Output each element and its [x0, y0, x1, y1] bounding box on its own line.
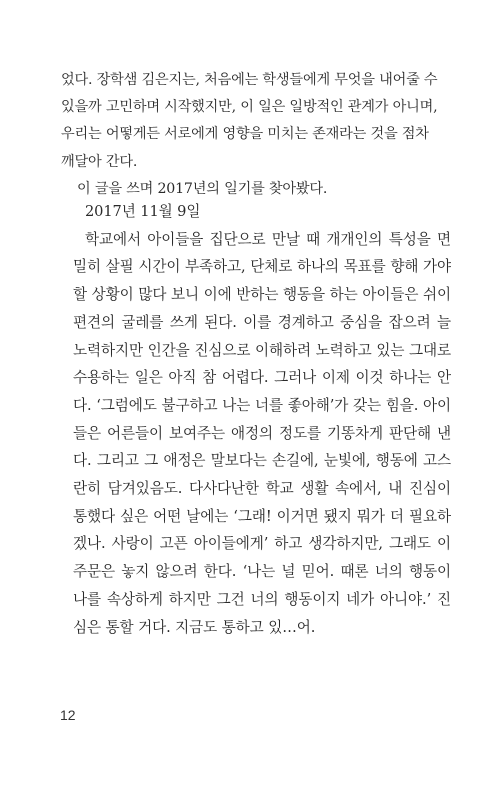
diary-entry: 학교에서 아이들을 집단으로 만날 때 개개인의 특성을 면밀히 살필 시간이 부족하고, 단체로 하나의 목표를 향해 가야 할 상황이 많다 보니 이에 반하는 행동을 하는 아이들은 쉬이 편견의 굴레를 쓰게 된다. 이를 경계하고 중심을 잡으려 늘 노력하지만 인간을 진심으로 이해하려 노력하고 있는 그대로 수용하는 일은 아직 참 어렵다. 그러나 이제 이것 하나는 안다. ‘그럼에도 불구하고 나는 너를 좋아해’가 갖는 힘을. 아이들은 어른들이 보여주는 애정의 정도를 기똥차게 판단해 낸다. 그리고 그 애정은 말보다는 손길에, 눈빛에, 행동에 고스란히 담겨있음도. 다사다난한 학교 생활 속에서, 내 진심이 통했다 싶은 어떤 날에는 ‘그래! 이거면 됐지 뭐가 더 필요하겠나. 사랑이 고픈 아이들에게’ 하고 생각하지만, 그래도 이 주문은 놓지 않으려 한다. ‘나는 널 믿어. 때론 너의 행동이 나를 속상하게 하지만 그건 너의 행동이지 네가 아니야.’ 진심은 통할 거다. 지금도 통하고 있…어.	[73, 230, 451, 636]
diary-excerpt	[73, 198, 451, 641]
opening-paragraph: 었다. 장학샘 김은지는, 처음에는 학생들에게 무엇을 내어줄 수 있을까 고민하며 시작했지만, 이 일은 일방적인 관계가 아니며, 우리는 어떻게든 서로에게 영향을 미치는 존재라는 것을 점차 깨달아 간다.	[61, 72, 438, 170]
intro-line: 이 글을 쓰며 2017년의 일기를 찾아봤다.	[77, 180, 328, 197]
page-number: 12	[60, 707, 76, 723]
main-text-block	[61, 67, 445, 203]
diary-date: 2017년 11월 9일	[85, 203, 201, 220]
